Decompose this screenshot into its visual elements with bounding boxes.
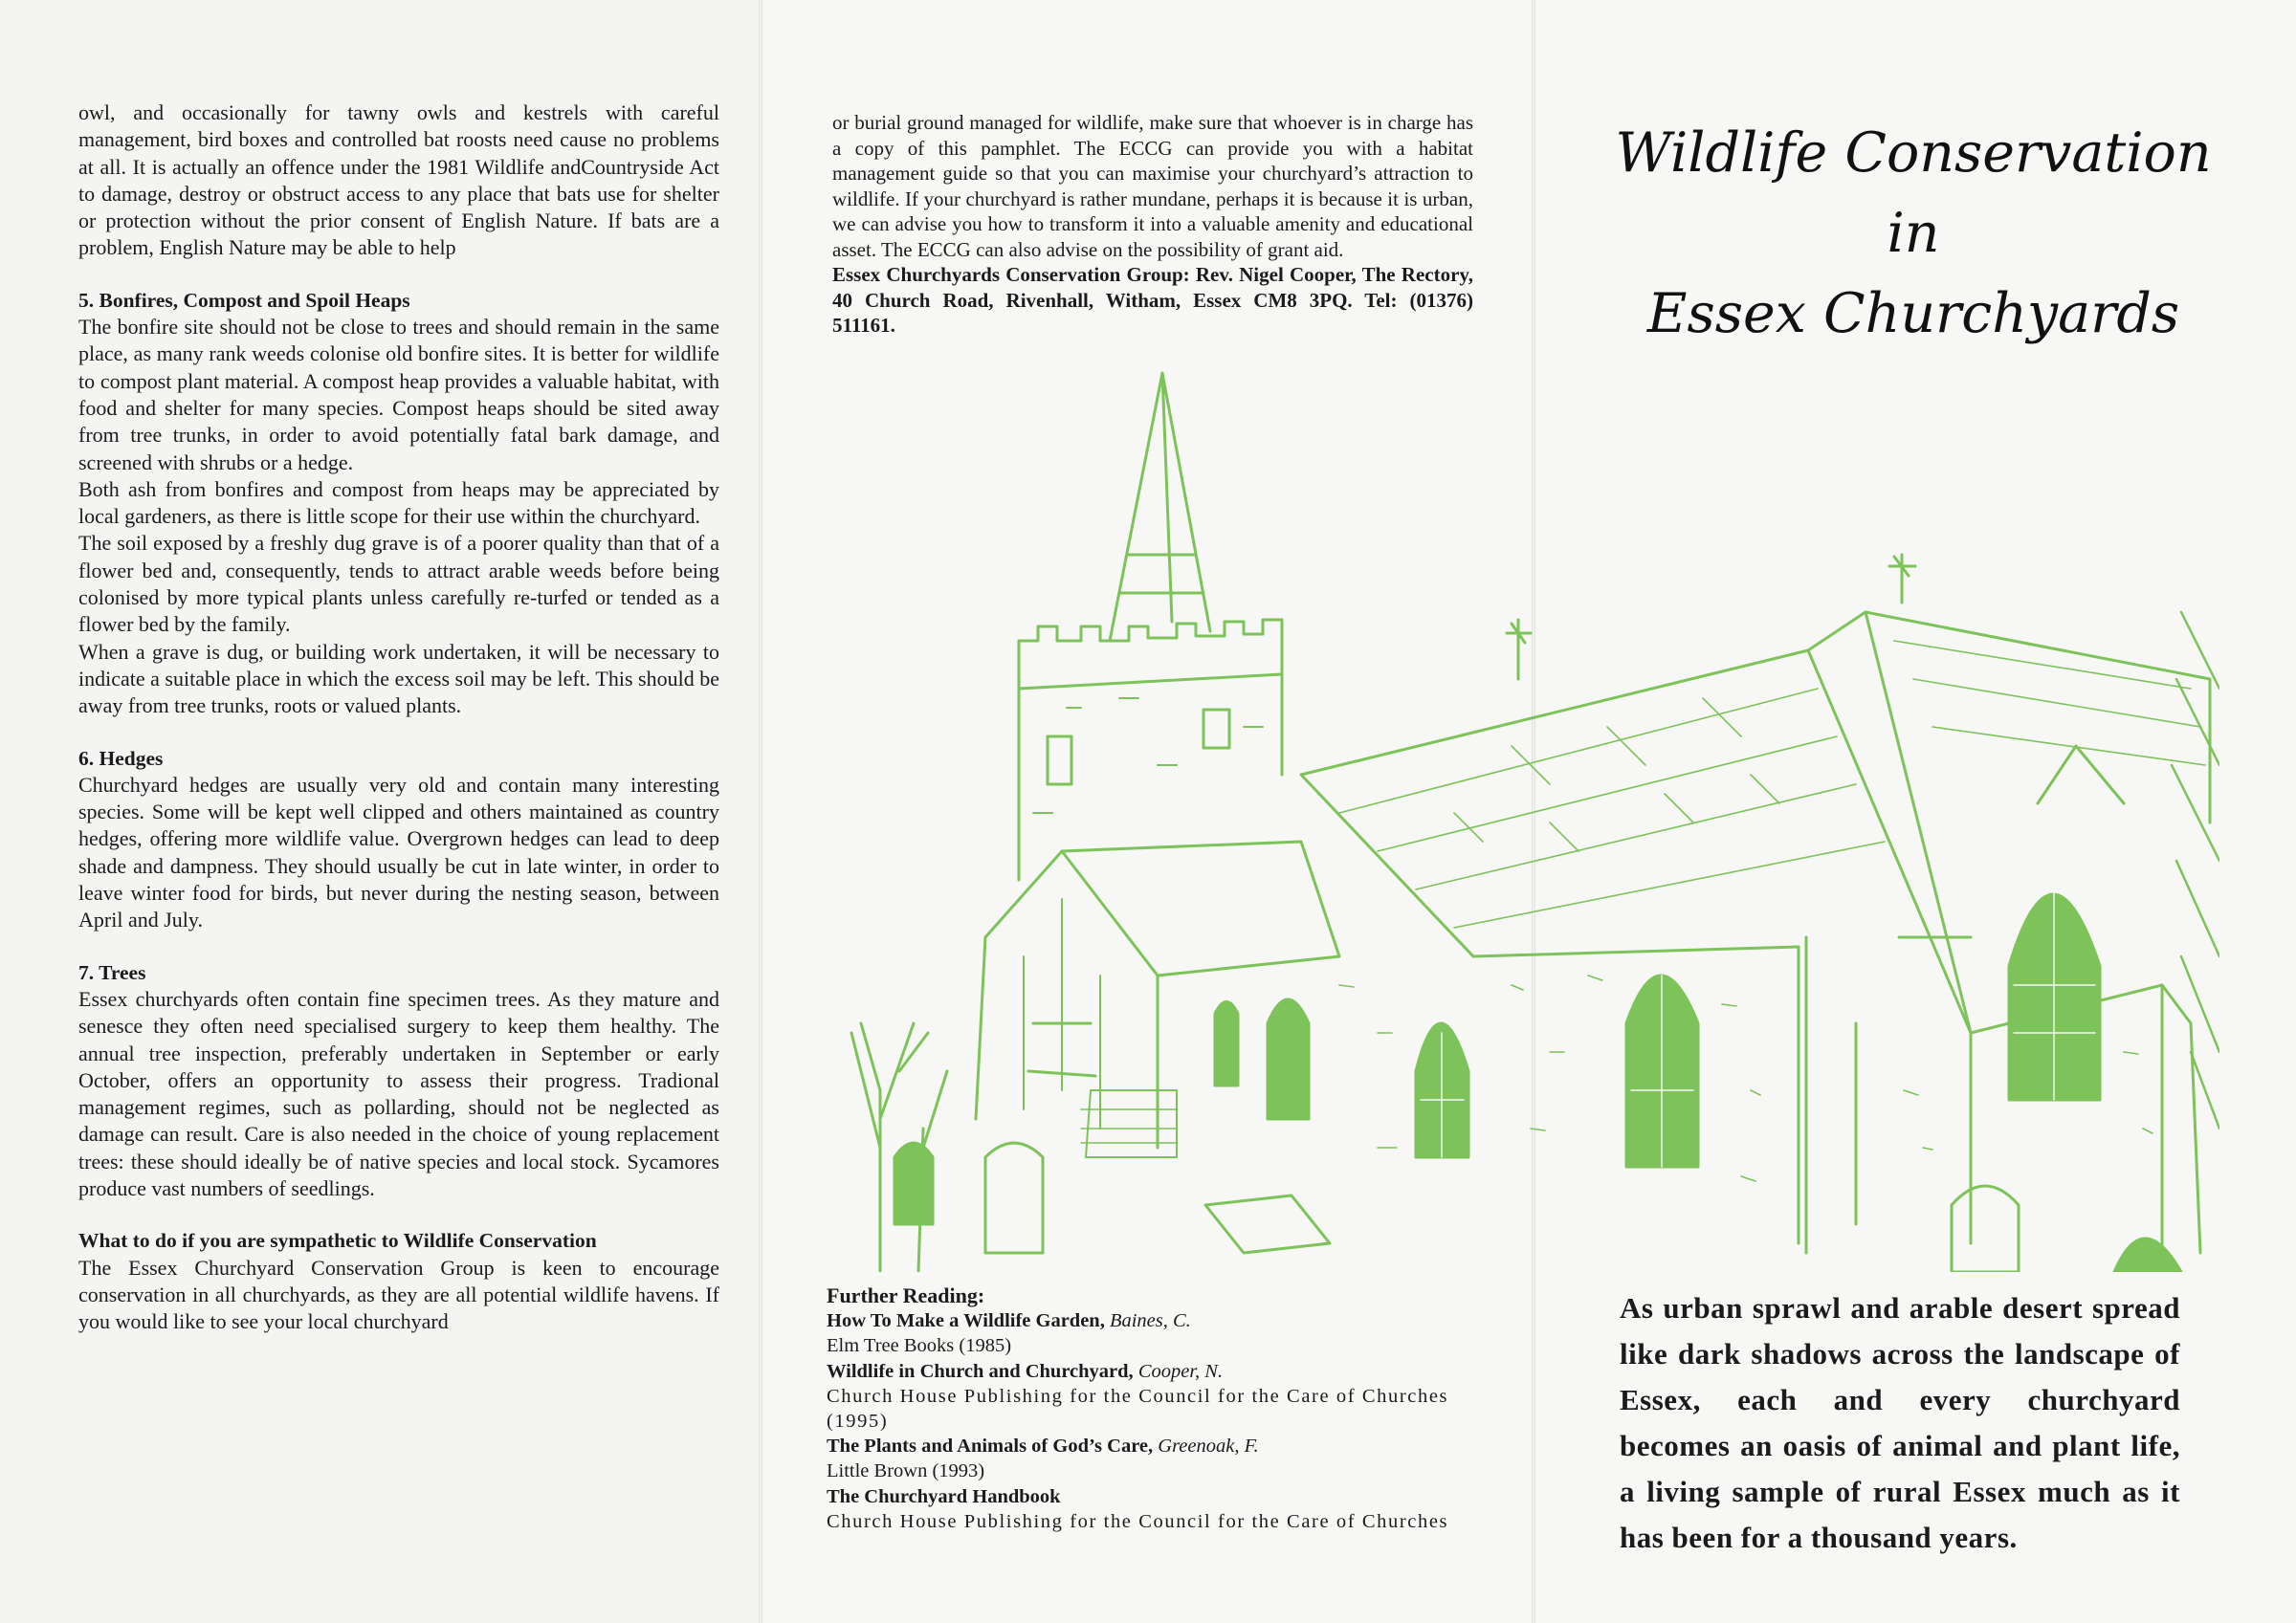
book-2-publisher: Church House Publishing for the Council for the Care of Churches (1995) [827,1385,1449,1433]
book-1-title: How To Make a Wildlife Garden, [827,1310,1105,1332]
church-tower [1019,620,1282,880]
section-8-heading: What to do if you are sympathetic to Wildlife Conservation [78,1229,597,1253]
section-5-paragraph-4: When a grave is dug, or building work undertaken, it will be necessary to indicate a suitable place in which the excess soil may be left. This should be away from tree trunks, roots or valued plants. [78,639,719,718]
book-3-author: Greenoak, F. [1158,1436,1259,1458]
section-6-paragraph: Churchyard hedges are usually very old and contain many interesting species. Some will be kept well clipped and others maintained as country hedges, offering more wildlife value. Overgrown hedges can lead to deep shade and dampness. They should usually be cut in late winter, in order to leave winter food for birds, but never during the nesting season, between April and July. [78,772,719,932]
book-4-publisher: Church House Publishing for the Council for the Care of Churches [827,1510,1449,1532]
book-1 [827,1308,1469,1333]
section-7-heading: 7. Trees [78,960,146,984]
leaflet-title [1578,113,2248,354]
pamphlet-paragraph: or burial ground managed for wildlife, make sure that whoever is in charge has a copy of this pamphlet. The ECCG can provide you with a habitat management guide so that you can maximise your churchyard’s attraction to wildlife. If your churchyard is rather mundane, perhaps it is because it is urban, we can advise you how to transform it into a valuable amenity and educational asset. The ECCG can also advise on the possibility of grant aid. [832,111,1473,261]
book-2-title: Wildlife in Church and Churchyard, [827,1360,1134,1382]
nave-roof [1301,650,1971,1033]
further-reading-heading: Further Reading: [827,1283,985,1307]
title-line-3: Essex Churchyards [1646,282,2180,345]
left-column-text [78,99,719,1335]
bats-paragraph: owl, and occasionally for tawny owls and kestrels with careful management, bird boxes and controlled bat roosts need cause no problems at all. It is actually an offence under the 1981 Wildlife andCountryside Act to damage, destroy or obstruct access to any place that bats use for shelter or protection without the prior consent of English Nature. If bats are a problem, English Nature may be able to help [78,100,719,260]
section-5-paragraph-3: The soil exposed by a freshly dug grave is of a poorer quality than that of a flower bed and, consequently, tends to attract arable weeds before being colonised by more typical plants unless carefully re-turfed or tended as a flower bed by the family. [78,531,719,637]
book-3 [827,1434,1469,1459]
bare-tree-left [851,1023,947,1272]
book-3-title: The Plants and Animals of God’s Care, [827,1436,1154,1458]
middle-top-text [832,110,1473,339]
section-5-heading: 5. Bonfires, Compost and Spoil Heaps [78,288,410,312]
book-2 [827,1359,1469,1384]
book-4-title: The Churchyard Handbook [827,1485,1061,1507]
gravestones [894,1143,2181,1272]
buttress [2162,985,2200,1253]
section-5-paragraph-2: Both ash from bonfires and compost from heaps may be appreciated by local gardeners, as there is little scope for their use within the churchyard. [78,476,719,529]
church-spire [1110,373,1210,641]
chancel [1808,612,2210,1253]
book-4 [827,1484,1469,1509]
title-line-1: Wildlife Conservation [1615,121,2212,185]
book-3-publisher: Little Brown (1993) [827,1460,985,1482]
section-7-paragraph: Essex churchyards often contain fine specimen trees. As they mature and senesce they often need specialised surgery to keep them healthy. The annual tree inspection, preferably undertaken in September or early October, offers an opportunity to assess their progress. Tradional management regimes, such as pollarding, should not be neglected as damage can result. Care is also needed in the choice of young replacement trees: these should ideally be of native species and local stock. Sycamores produce vast numbers of seedlings. [78,986,719,1200]
conifer-tree [2172,612,2219,1129]
gable-crosses [1507,555,1915,679]
further-reading [827,1283,1469,1534]
title-line-2: in [1887,202,1940,265]
intro-paragraph: As urban sprawl and arable desert spread like dark shadows across the landscape of Essex, each and every churchyard becomes an oasis of animal and plant life, a living sample of rural Essex much as it has been for a thousand years. [1620,1291,2180,1554]
section-6-heading: 6. Hedges [78,746,164,770]
section-8-paragraph: The Essex Churchyard Conservation Group is keen to encourage conservation in all churchyards, as they are all potential wildlife havens. If you would like to see your local churchyard [78,1255,719,1334]
section-5-paragraph-1: The bonfire site should not be close to trees and should remain in the same place, as many rank weeds colonise old bonfire sites. It is better for wildlife to compost plant material. A compost heap provides a valuable habitat, with food and shelter for many species. Compost heaps should be sited away from tree trunks, in order to avoid potentially fatal bark damage, and screened with shrubs or a hedge. [78,315,719,474]
book-1-publisher: Elm Tree Books (1985) [827,1335,1012,1357]
book-2-author: Cooper, N. [1137,1360,1224,1382]
fold-line-left [759,0,762,1623]
book-1-author: Baines, C. [1109,1310,1191,1332]
window-tracery [1421,880,2095,1167]
gable-wall [1799,937,1971,1253]
contact-address: Essex Churchyards Conservation Group: Rev. Nigel Cooper, The Rectory, 40 Church Road, Rivenhall, Witham, Essex CM8 3PQ. Tel: (01376) 511161. [832,263,1473,337]
church-illustration [842,363,2219,1272]
church-windows [1215,894,2100,1167]
